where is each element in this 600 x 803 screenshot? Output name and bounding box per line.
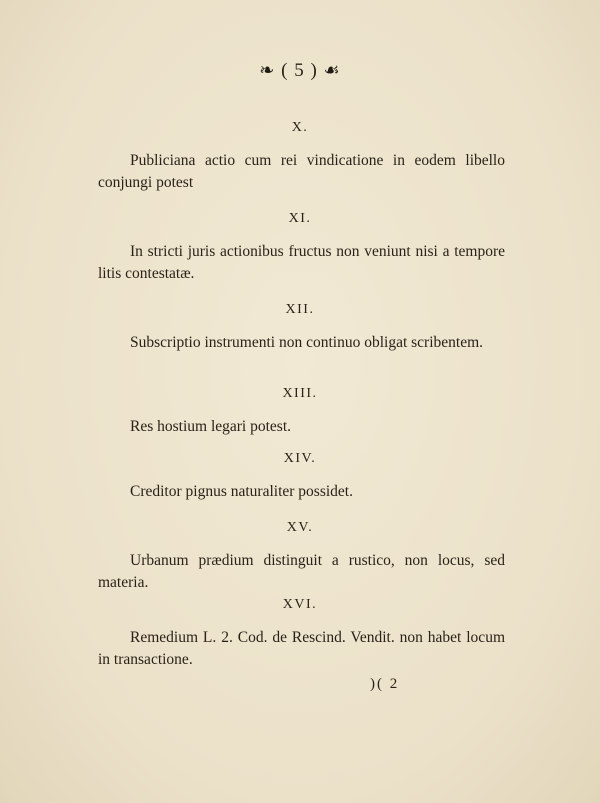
page-header bbox=[0, 60, 600, 82]
thesis-numeral: XIII. bbox=[282, 386, 318, 401]
thesis-xvi bbox=[0, 597, 600, 671]
thesis-text: Res hostium legari potest. bbox=[130, 418, 292, 435]
thesis-numeral: X. bbox=[291, 120, 309, 135]
thesis-text: In stricti juris actionibus fructus non veniunt nisi a tempore litis contestatæ. bbox=[98, 243, 505, 282]
thesis-text: Creditor pignus naturaliter possidet. bbox=[130, 483, 353, 500]
thesis-xii bbox=[0, 302, 600, 354]
thesis-xiv bbox=[0, 451, 600, 503]
thesis-numeral: XI. bbox=[288, 211, 312, 226]
thesis-text: Publiciana actio cum rei vindicatione in eodem libello conjungi potest bbox=[98, 152, 505, 191]
thesis-numeral: XV. bbox=[286, 520, 314, 535]
signature-mark: )( 2 bbox=[370, 676, 400, 692]
thesis-numeral: XIV. bbox=[283, 451, 317, 466]
thesis-text: Urbanum prædium distinguit a rustico, non locus, sed materia. bbox=[98, 552, 505, 591]
thesis-xi bbox=[0, 211, 600, 285]
thesis-numeral: XVI. bbox=[282, 597, 318, 612]
thesis-xiii bbox=[0, 386, 600, 438]
thesis-text: Remedium L. 2. Cod. de Rescind. Vendit. non habet locum in transactione. bbox=[98, 629, 505, 668]
thesis-x bbox=[0, 120, 600, 194]
right-ornament-icon: ☙ bbox=[323, 60, 341, 80]
left-ornament-icon: ❧ bbox=[259, 60, 276, 80]
thesis-numeral: XII. bbox=[285, 302, 315, 317]
page-number: ( 5 ) bbox=[281, 60, 318, 81]
thesis-xv bbox=[0, 520, 600, 594]
thesis-text: Subscriptio instrumenti non continuo obligat scribentem. bbox=[130, 334, 484, 351]
